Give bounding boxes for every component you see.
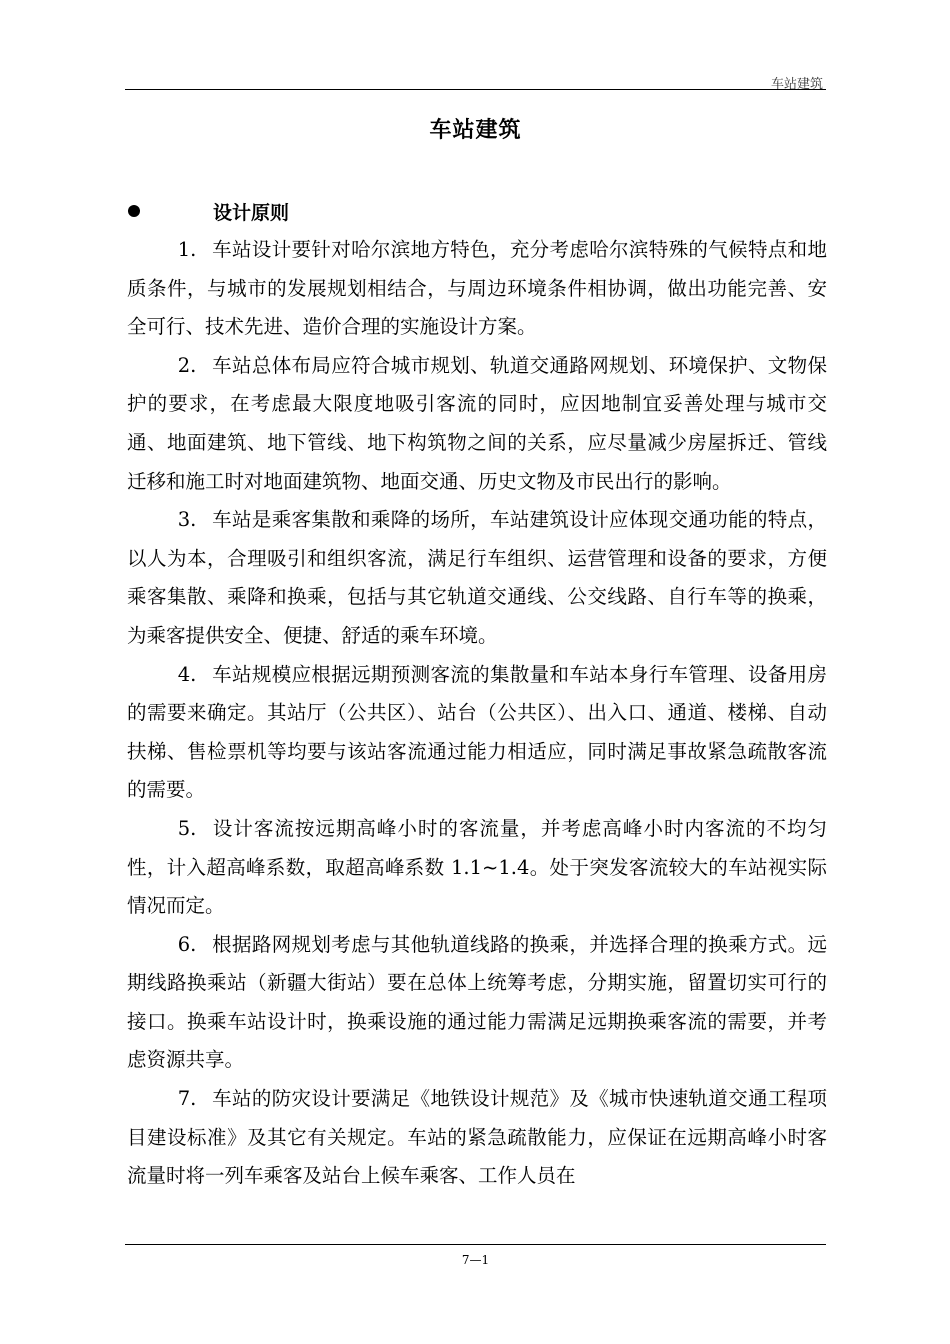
footer-rule xyxy=(125,1244,826,1245)
paragraph-number: 6. xyxy=(177,932,197,956)
paragraph-text: 车站的防灾设计要满足《地铁设计规范》及《城市快速轨道交通工程项目建设标准》及其它有关规定。车站的紧急疏散能力，应保证在远期高峰小时客流量时将一列车乘客及站台上候车乘客、工作人员在 xyxy=(127,1087,827,1188)
paragraph-number: 4. xyxy=(177,662,197,686)
page-title: 车站建筑 xyxy=(429,118,522,143)
page-number: 7—1 xyxy=(461,1253,490,1267)
paragraph-number: 3. xyxy=(177,508,197,532)
paragraph-text: 设计客流按远期高峰小时的客流量，并考虑高峰小时内客流的不均匀性，计入超高峰系数，取超高峰系数 1.1~1.4。处于突发客流较大的车站视实际情况而定。 xyxy=(127,816,827,918)
paragraph-2 xyxy=(127,347,827,501)
paragraph-number: 7. xyxy=(177,1087,197,1111)
paragraph-number: 5. xyxy=(177,816,197,840)
paragraph-text: 根据路网规划考虑与其他轨道线路的换乘，并选择合理的换乘方式。远期线路换乘站（新疆大街站）要在总体上统筹考虑，分期实施，留置切实可行的接口。换乘车站设计时，换乘设施的通过能力需满足远期换乘客流的需要，并考虑资源共享。 xyxy=(127,932,827,1072)
paragraph-text: 车站规模应根据远期预测客流的集散量和车站本身行车管理、设备用房的需要来确定。其站厅（公共区）、站台（公共区）、出入口、通道、楼梯、自动扶梯、售检票机等均要与该站客流通过能力相适应，同时满足事故紧急疏散客流的需要。 xyxy=(127,662,827,802)
running-header: 车站建筑 xyxy=(770,77,823,92)
paragraph-text: 车站设计要针对哈尔滨地方特色，充分考虑哈尔滨特殊的气候特点和地质条件，与城市的发展规划相结合，与周边环境条件相协调，做出功能完善、安全可行、技术先进、造价合理的实施设计方案。 xyxy=(127,238,827,339)
paragraph-number: 2. xyxy=(177,353,197,377)
paragraph-5 xyxy=(127,810,827,926)
paragraph-1 xyxy=(127,231,827,347)
paragraph-4 xyxy=(127,656,827,810)
body-text xyxy=(127,231,827,1196)
section-heading-label: 设计原则 xyxy=(213,202,290,224)
paragraph-text: 车站总体布局应符合城市规划、轨道交通路网规划、环境保护、文物保护的要求，在考虑最大限度地吸引客流的同时，应因地制宜妥善处理与城市交通、地面建筑、地下管线、地下构筑物之间的关系，应尽量减少房屋拆迁、管线迁移和施工时对地面建筑物、地面交通、历史文物及市民出行的影响。 xyxy=(127,353,827,493)
bullet-icon xyxy=(128,205,140,217)
header-rule xyxy=(125,89,826,90)
paragraph-number: 1. xyxy=(177,238,197,261)
paragraph-7 xyxy=(127,1080,827,1196)
paragraph-text: 车站是乘客集散和乘降的场所，车站建筑设计应体现交通功能的特点，以人为本，合理吸引和组织客流，满足行车组织、运营管理和设备的要求，方便乘客集散、乘降和换乘，包括与其它轨道交通线、公交线路、自行车等的换乘，为乘客提供安全、便捷、舒适的乘车环境。 xyxy=(127,508,827,647)
paragraph-6 xyxy=(127,926,827,1080)
paragraph-3 xyxy=(127,501,827,655)
